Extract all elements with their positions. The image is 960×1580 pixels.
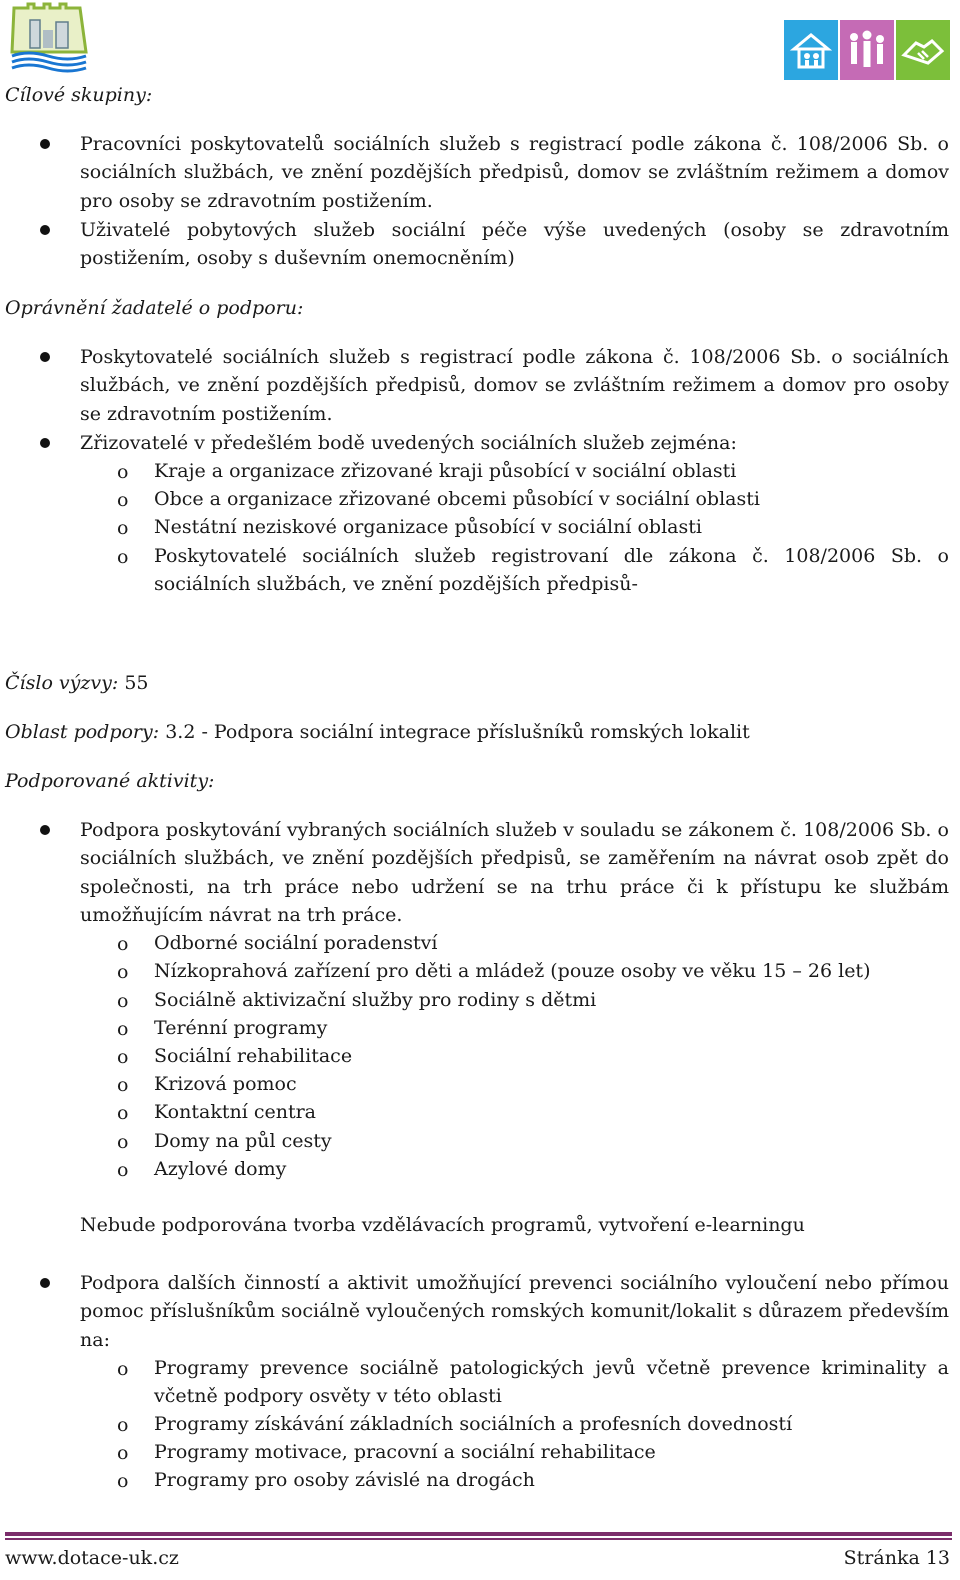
footer-page-number: Stránka 13 — [843, 1547, 950, 1569]
support-area — [5, 718, 750, 746]
house-family-icon — [784, 20, 838, 80]
sub-list-item: Nestátní neziskové organizace působící v sociální oblasti — [154, 516, 702, 538]
list-item: Pracovníci poskytovatelů sociálních služeb s registrací podle zákona č. 108/2006 Sb. o sociálních službách, ve znění pozdějších předpisů, domov se zvláštním režimem a domov pro osoby se zdravotním postižením. — [80, 133, 949, 212]
bullet-icon — [40, 352, 50, 362]
section-heading-target-groups: Cílové skupiny: — [5, 84, 153, 106]
sub-bullet-marker: o — [117, 1074, 129, 1096]
bullet-icon — [40, 139, 50, 149]
sub-list-item: Sociální rehabilitace — [154, 1045, 353, 1067]
castle-logo-icon — [8, 0, 90, 74]
call-number-label: Číslo výzvy: — [5, 672, 119, 694]
sub-list-item: Terénní programy — [154, 1017, 328, 1039]
bullet-icon — [40, 825, 50, 835]
sub-bullet-marker: o — [117, 1102, 129, 1124]
sub-bullet-marker: o — [117, 1470, 129, 1492]
sub-bullet-marker: o — [117, 933, 129, 955]
sub-bullet-marker: o — [117, 461, 129, 483]
sub-list-item: Odborné sociální poradenství — [154, 932, 438, 954]
sub-bullet-marker: o — [117, 489, 129, 511]
sub-list-item: Poskytovatelé sociálních služeb registrovaní dle zákona č. 108/2006 Sb. o sociálních službách, ve znění pozdějších předpisů- — [154, 545, 949, 596]
list-item: Zřizovatelé v předešlém bodě uvedených sociálních služeb zejména: — [80, 432, 737, 454]
sub-list-item: Programy prevence sociálně patologických jevů včetně prevence kriminality a včetně podpory osvěty v této oblasti — [154, 1357, 949, 1408]
bullet-icon — [40, 225, 50, 235]
sub-list-item: Kontaktní centra — [154, 1101, 316, 1123]
sub-bullet-marker: o — [117, 1159, 129, 1181]
sub-bullet-marker: o — [117, 990, 129, 1012]
section-heading-supported-activities: Podporované aktivity: — [5, 770, 215, 792]
sub-bullet-marker: o — [117, 1131, 129, 1153]
list-item: Podpora poskytování vybraných sociálních služeb v souladu se zákonem č. 108/2006 Sb. o sociálních službách, ve znění pozdějších předpisů, se zaměřením na návrat osob zpět do společnosti, na trh práce nebo udržení se na trhu práce či k přístupu ke službám umožňujícím návrat na trh práce. — [80, 819, 949, 927]
sub-bullet-marker: o — [117, 546, 129, 568]
sub-list-item: Krizová pomoc — [154, 1073, 297, 1095]
sub-bullet-marker: o — [117, 1442, 129, 1464]
bullet-icon — [40, 1278, 50, 1288]
footer-website-link[interactable]: www.dotace-uk.cz — [5, 1547, 179, 1569]
sub-list-item: Programy pro osoby závislé na drogách — [154, 1469, 535, 1491]
sub-bullet-marker: o — [117, 961, 129, 983]
bullet-icon — [40, 438, 50, 448]
sub-list-item: Programy motivace, pracovní a sociální rehabilitace — [154, 1441, 656, 1463]
footer-divider-thin — [5, 1538, 952, 1540]
support-area-value: 3.2 - Podpora sociální integrace příslušníků romských lokalit — [159, 721, 750, 743]
sub-list-item: Azylové domy — [154, 1158, 287, 1180]
list-item: Podpora dalších činností a aktivit umožňující prevenci sociálního vyloučení nebo přímou pomoc příslušníkům sociálně vyloučených romských komunit/lokalit s důrazem především na: — [80, 1272, 949, 1351]
handshake-icon — [896, 20, 950, 80]
section-heading-eligible-applicants: Oprávnění žadatelé o podporu: — [5, 297, 304, 319]
sub-bullet-marker: o — [117, 1018, 129, 1040]
sub-list-item: Nízkoprahová zařízení pro děti a mládež (pouze osoby ve věku 15 – 26 let) — [154, 960, 871, 982]
program-logos — [784, 20, 950, 80]
list-item: Uživatelé pobytových služeb sociální péče výše uvedených (osoby se zdravotním postižením, osoby s duševním onemocněním) — [80, 219, 949, 270]
sub-bullet-marker: o — [117, 1046, 129, 1068]
sub-bullet-marker: o — [117, 1414, 129, 1436]
sub-bullet-marker: o — [117, 1358, 129, 1380]
people-group-icon — [840, 20, 894, 80]
sub-bullet-marker: o — [117, 517, 129, 539]
sub-list-item: Sociálně aktivizační služby pro rodiny s dětmi — [154, 989, 597, 1011]
sub-list-item: Obce a organizace zřizované obcemi působící v sociální oblasti — [154, 488, 760, 510]
call-number-value: 55 — [118, 672, 149, 694]
support-area-label: Oblast podpory: — [5, 721, 160, 743]
footer-divider — [5, 1532, 952, 1536]
call-number — [5, 669, 149, 697]
sub-list-item: Kraje a organizace zřizované kraji působící v sociální oblasti — [154, 460, 737, 482]
sub-list-item: Domy na půl cesty — [154, 1130, 332, 1152]
list-item: Poskytovatelé sociálních služeb s registrací podle zákona č. 108/2006 Sb. o sociálních službách, ve znění pozdějších předpisů, domov se zvláštním režimem a domov pro osoby se zdravotním postižením. — [80, 346, 949, 425]
sub-list-item: Programy získávání základních sociálních a profesních dovedností — [154, 1413, 793, 1435]
note-text: Nebude podporována tvorba vzdělávacích programů, vytvoření e-learningu — [80, 1214, 805, 1236]
